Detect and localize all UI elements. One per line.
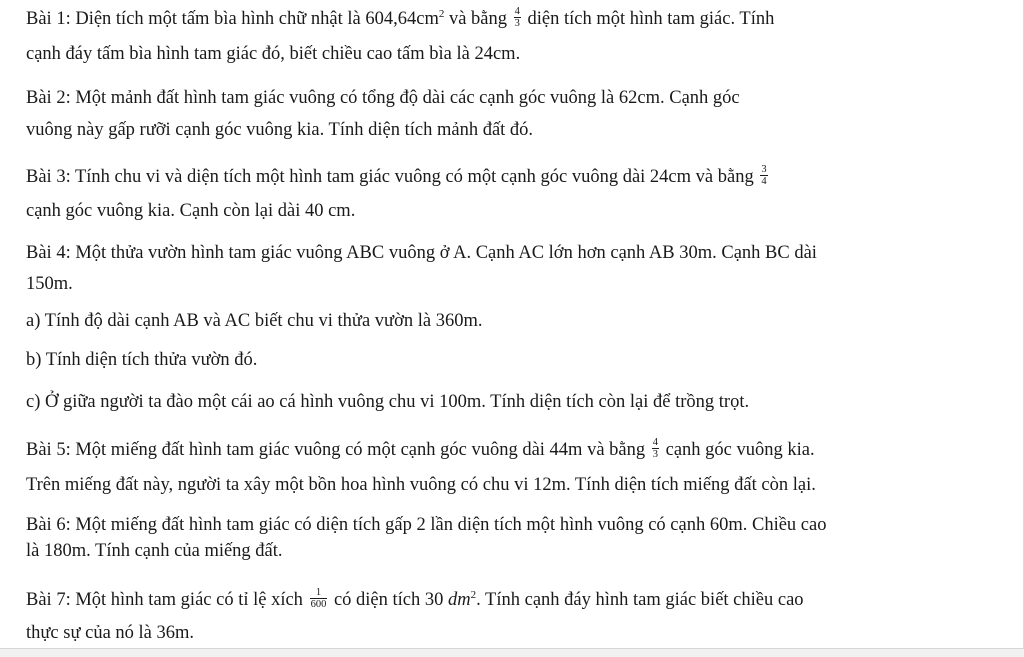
bai4-part-c: c) Ở giữa người ta đào một cái ao cá hình vuông chu vi 100m. Tính diện tích còn lại để trồng trọt.: [26, 392, 750, 412]
bai5-line1: [26, 438, 815, 462]
bai3-line1: [26, 165, 770, 189]
bai4-part-a: a) Tính độ dài cạnh AB và AC biết chu vi thửa vườn là 360m.: [26, 311, 483, 331]
bai1-fraction: [514, 6, 521, 29]
bai7-unit: dm: [448, 590, 471, 610]
bai1-text-b: và bằng: [444, 9, 508, 29]
bai6-line2: là 180m. Tính cạnh của miếng đất.: [26, 541, 283, 561]
bai7-line1: [26, 588, 804, 612]
bai3-text-a: Bài 3: Tính chu vi và diện tích một hình tam giác vuông có một cạnh góc vuông dài 24cm và bằng: [26, 167, 754, 187]
bai3-line2: cạnh góc vuông kia. Cạnh còn lại dài 40 cm.: [26, 201, 356, 221]
bai5-line2: Trên miếng đất này, người ta xây một bồn hoa hình vuông có chu vi 12m. Tính diện tích miếng đất còn lại.: [26, 475, 816, 495]
bai5-fraction: [652, 437, 659, 460]
bai2-line1: Bài 2: Một mảnh đất hình tam giác vuông có tổng độ dài các cạnh góc vuông là 62cm. Cạnh góc: [26, 88, 740, 108]
bai7-text-c: . Tính cạnh đáy hình tam giác biết chiều cao: [476, 590, 804, 610]
bai1-text-a: Bài 1: Diện tích một tấm bìa hình chữ nhật là 604,64cm: [26, 9, 439, 29]
bai7-fraction-denominator: 600: [310, 599, 327, 611]
bai5-text-a: Bài 5: Một miếng đất hình tam giác vuông có một cạnh góc vuông dài 44m và bằng: [26, 440, 646, 460]
bai5-fraction-denominator: 3: [652, 449, 658, 461]
bai6-line1: Bài 6: Một miếng đất hình tam giác có diện tích gấp 2 lần diện tích một hình vuông có cạnh 60m. Chiều cao: [26, 515, 827, 535]
bai5-text-b: cạnh góc vuông kia.: [665, 440, 815, 460]
bai3-fraction-numerator: 3: [761, 164, 767, 176]
bai4-line2: 150m.: [26, 274, 73, 294]
bai7-line2: thực sự của nó là 36m.: [26, 623, 195, 643]
bai1-line2: cạnh đáy tấm bìa hình tam giác đó, biết chiều cao tấm bìa là 24cm.: [26, 44, 521, 64]
bottom-scroll-strip: [0, 648, 1024, 657]
bai2-line2: vuông này gấp rưỡi cạnh góc vuông kia. Tính diện tích mảnh đất đó.: [26, 120, 534, 140]
bai7-text-a: Bài 7: Một hình tam giác có tỉ lệ xích: [26, 590, 303, 610]
bai1-line1: [26, 7, 774, 31]
bai3-fraction-denominator: 4: [761, 176, 767, 188]
bai4-part-b: b) Tính diện tích thửa vườn đó.: [26, 350, 258, 370]
bai7-fraction: [310, 587, 328, 610]
bai7-fraction-numerator: 1: [310, 587, 328, 599]
bai7-text-b: có diện tích 30: [333, 590, 444, 610]
bai1-superscript: 2: [438, 7, 445, 20]
bai1-text-c: diện tích một hình tam giác. Tính: [527, 9, 775, 29]
bai7-superscript: 2: [470, 588, 477, 601]
bai3-fraction: [760, 164, 767, 187]
bai1-fraction-numerator: 4: [514, 6, 520, 18]
bai1-fraction-denominator: 3: [514, 18, 520, 30]
bai4-line1: Bài 4: Một thửa vườn hình tam giác vuông ABC vuông ở A. Cạnh AC lớn hơn cạnh AB 30m. Cạnh BC dài: [26, 243, 817, 263]
bai5-fraction-numerator: 4: [652, 437, 658, 449]
